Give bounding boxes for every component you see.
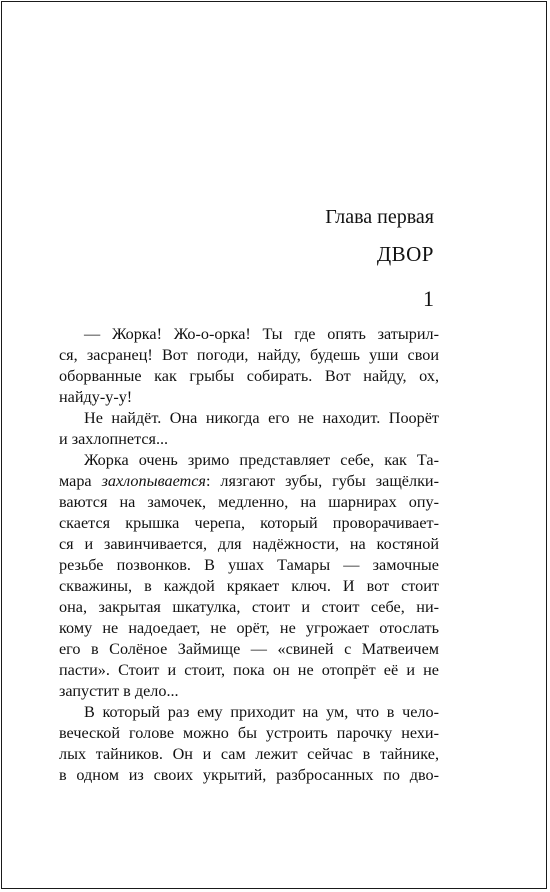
text-body bbox=[59, 324, 439, 786]
text-line: Жорка очень зримо представляет себе, как Та- bbox=[84, 451, 439, 469]
text-line: В который раз ему приходит на ум, что в чело- bbox=[84, 703, 439, 721]
text-line: лых тайников. Он и сам лежит сейчас в тайнике, bbox=[59, 745, 439, 763]
paragraph bbox=[59, 450, 439, 702]
text-line: ваются на замочек, медленно, на шарнирах опу- bbox=[59, 493, 439, 511]
paragraph bbox=[59, 324, 439, 408]
text-line: Не найдёт. Она никогда его не находит. Поорёт bbox=[84, 409, 439, 427]
text-fragment: : лязгают зубы, губы защёлки- bbox=[205, 472, 439, 490]
text-line: — Жорка! Жо-о-орка! Ты где опять затырил- bbox=[84, 325, 439, 343]
paragraph bbox=[59, 408, 439, 450]
text-line: скается крышка черепа, который проворачивает- bbox=[59, 514, 439, 532]
text-line: его в Солёное Займище — «свиней с Матвеичем bbox=[59, 640, 439, 658]
text-fragment: мара bbox=[59, 472, 102, 490]
text-line: и захлопнется... bbox=[59, 430, 169, 448]
text-line: кому не надоедает, не орёт, не угрожает отослать bbox=[59, 619, 439, 637]
text-line: ся и завинчивается, для надёжности, на костяной bbox=[59, 535, 439, 553]
italic-word: захлопывается bbox=[101, 472, 206, 490]
text-line: резьбе позвонков. В ушах Тамары — замочные bbox=[59, 556, 439, 574]
text-line: найду-у-у! bbox=[59, 388, 133, 406]
text-line: пасти». Стоит и стоит, пока он не отопрёт её и не bbox=[59, 661, 439, 679]
chapter-title: Глава первая bbox=[325, 206, 434, 228]
text-line: запустит в дело... bbox=[59, 682, 179, 700]
text-line: оборванные как грыбы собирать. Вот найду, ох, bbox=[59, 367, 439, 385]
text-line bbox=[59, 471, 439, 492]
text-line: в одном из своих укрытий, разбросанных по дво- bbox=[59, 766, 439, 784]
text-line: ся, засранец! Вот погоди, найду, будешь уши свои bbox=[59, 346, 439, 364]
text-line: она, закрытая шкатулка, стоит и стоит себе, ни- bbox=[59, 598, 439, 616]
section-number: 1 bbox=[423, 286, 434, 311]
text-line: скважины, в каждой крякает ключ. И вот стоит bbox=[59, 577, 439, 595]
chapter-name: ДВОР bbox=[376, 242, 434, 266]
text-line: веческой голове можно бы устроить парочку нехи- bbox=[59, 724, 439, 742]
book-page bbox=[1, 1, 547, 889]
paragraph bbox=[59, 702, 439, 786]
